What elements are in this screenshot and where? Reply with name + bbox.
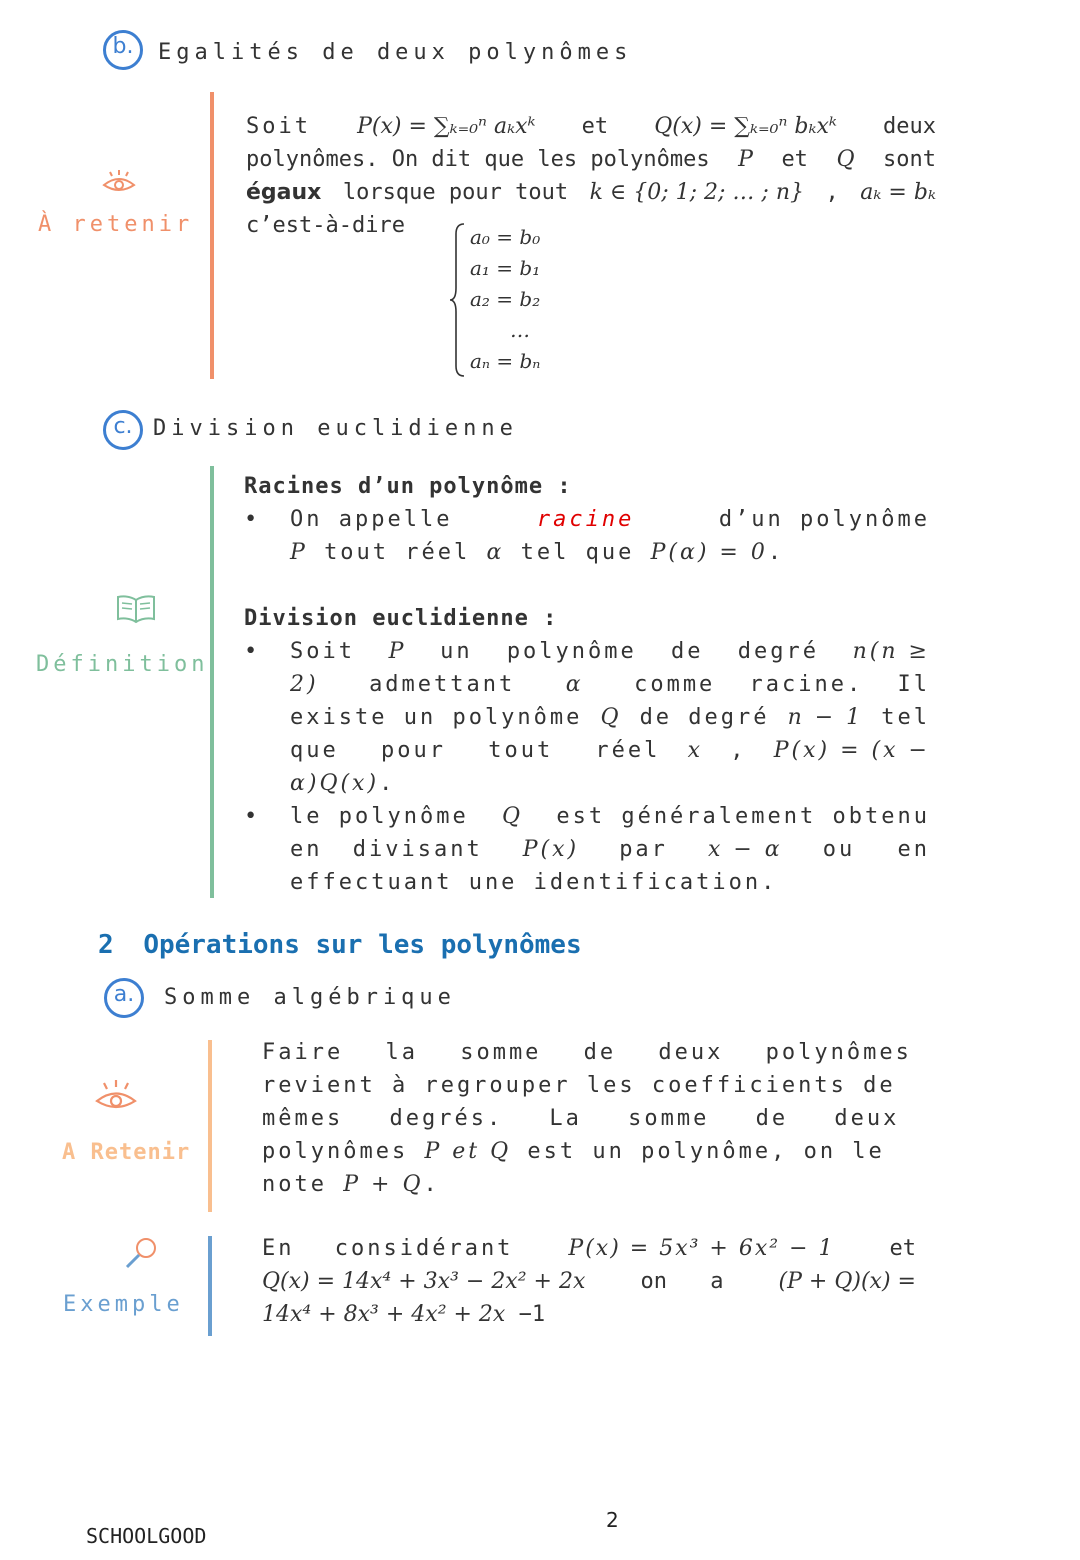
section-title: Opérations sur les polynômes <box>143 930 582 960</box>
brand-footer: SCHOOLGOOD <box>86 1524 207 1548</box>
green-bar <box>210 466 214 898</box>
text: on a <box>640 1269 724 1294</box>
text: admettant <box>369 672 516 697</box>
text: tel que <box>520 540 635 565</box>
text: de degré <box>639 705 770 730</box>
line <box>262 1036 916 1069</box>
label-a-retenir: À retenir <box>38 212 194 237</box>
section-title-b: Egalités de deux polynômes <box>158 40 633 65</box>
system-line: aₙ = bₙ <box>470 349 541 373</box>
text: En considérant <box>262 1236 514 1261</box>
text: est généralement obtenu <box>556 804 930 829</box>
equality-system <box>470 222 540 377</box>
math: α <box>486 540 505 565</box>
text: et <box>581 114 609 139</box>
text: Soit <box>290 639 355 664</box>
open-book-icon <box>116 594 156 624</box>
math: P + Q <box>343 1172 424 1197</box>
heading-racines: Racines d’un polynôme : <box>244 474 572 499</box>
system-line: a₂ = b₂ <box>470 287 541 311</box>
text: effectuant une identification. <box>290 870 778 895</box>
text: lorsque pour tout <box>342 180 569 205</box>
math: Q(x) = 14x⁴ + 3x³ − 2x² + 2x <box>262 1269 586 1294</box>
math-q: Q(x) = ∑ₖ₌₀ⁿ bₖxᵏ <box>654 114 837 139</box>
text: polynômes. On dit que les polynômes <box>246 147 710 172</box>
math: P(x) = 5x³ + 6x² − 1 <box>568 1236 835 1261</box>
red-term: racine <box>536 507 635 532</box>
example-paragraph <box>262 1232 916 1331</box>
text: et <box>889 1236 916 1261</box>
math: P(α) = 0 <box>650 540 768 565</box>
text: On appelle <box>290 507 453 532</box>
text: comme racine. Il <box>634 672 930 697</box>
math: P <box>388 639 407 664</box>
math: α <box>565 672 584 697</box>
text: . <box>379 771 396 796</box>
bullet-item <box>244 635 930 800</box>
math: n(n ≥ <box>852 639 930 664</box>
text: par <box>619 837 668 862</box>
text: revient à regrouper les coefficients de <box>262 1073 896 1098</box>
section-marker-b: b. <box>103 30 143 70</box>
bullet-item <box>244 800 930 899</box>
label-exemple: Exemple <box>63 1292 184 1317</box>
math: 14x⁴ + 8x³ + 4x² + 2x <box>262 1302 506 1327</box>
text: note <box>262 1172 327 1197</box>
math: k ∈ {0; 1; 2; … ; n} <box>589 180 804 205</box>
text: que pour tout réel <box>290 738 661 763</box>
text: polynômes <box>262 1139 409 1164</box>
text: tel <box>881 705 930 730</box>
math: α)Q(x) <box>290 771 380 796</box>
math: Q <box>836 147 855 172</box>
equality-paragraph <box>246 110 936 242</box>
magnifier-icon <box>122 1236 160 1272</box>
section-title-a: Somme algébrique <box>164 985 456 1010</box>
blue-bar <box>208 1236 212 1336</box>
math: x <box>687 738 704 763</box>
label-definition: Définition <box>36 652 209 677</box>
bullet: • <box>244 804 261 829</box>
text: un polynôme de degré <box>440 639 819 664</box>
text: , <box>730 738 747 763</box>
text: mêmes degrés. La somme de deux <box>262 1106 900 1131</box>
system-line: a₁ = b₁ <box>470 256 541 280</box>
text: −1 <box>518 1302 546 1327</box>
text: Soit <box>246 114 311 139</box>
math: P <box>738 147 753 172</box>
system-line: a₀ = b₀ <box>470 225 541 249</box>
section-marker-c: c. <box>103 410 143 450</box>
sum-paragraph <box>262 1036 916 1201</box>
text: le polynôme <box>290 804 469 829</box>
math: P et Q <box>424 1139 512 1164</box>
text: et <box>781 147 808 172</box>
text: c’est-à-dire <box>246 213 405 238</box>
math: 2) <box>290 672 319 697</box>
text: sont <box>883 147 936 172</box>
text: est un polynôme, on le <box>527 1139 885 1164</box>
math: P(x) = (x − <box>773 738 930 763</box>
text: . <box>423 1172 440 1197</box>
text: tout réel <box>324 540 471 565</box>
brace <box>448 222 468 378</box>
system-line: … <box>510 318 530 342</box>
math: x − α <box>707 837 783 862</box>
section-title-c: Division euclidienne <box>153 416 518 441</box>
bullet-item <box>244 503 930 569</box>
eye-icon <box>102 168 136 196</box>
label-a-retenir-2: A Retenir <box>62 1140 191 1165</box>
text: . <box>767 540 785 565</box>
bullet: • <box>244 507 261 532</box>
bold-text: égaux <box>246 180 322 205</box>
section-marker-a: a. <box>104 978 144 1018</box>
text: Faire la somme de deux polynômes <box>262 1040 912 1065</box>
page-number: 2 <box>606 1508 619 1532</box>
heading-division: Division euclidienne : <box>244 606 558 631</box>
orange-bar <box>210 92 214 379</box>
text: , <box>825 180 839 205</box>
math: Q <box>600 705 622 730</box>
text: d’un polynôme <box>718 507 930 532</box>
bullet: • <box>244 639 261 664</box>
text: en divisant <box>290 837 483 862</box>
eye-icon <box>94 1078 138 1114</box>
text: existe un polynôme <box>290 705 583 730</box>
math: (P + Q)(x) = <box>778 1269 916 1294</box>
math: aₖ = bₖ <box>860 180 936 205</box>
peach-bar <box>208 1040 212 1212</box>
section-2-heading <box>98 930 582 960</box>
math: n − 1 <box>787 705 864 730</box>
text: ou en <box>822 837 930 862</box>
math: Q <box>502 804 524 829</box>
definition-block <box>244 470 930 899</box>
text: deux <box>883 114 936 139</box>
section-number: 2 <box>98 930 114 960</box>
math: P <box>290 540 308 565</box>
math-p: P(x) = ∑ₖ₌₀ⁿ aₖxᵏ <box>357 114 536 139</box>
math: P(x) <box>522 837 580 862</box>
